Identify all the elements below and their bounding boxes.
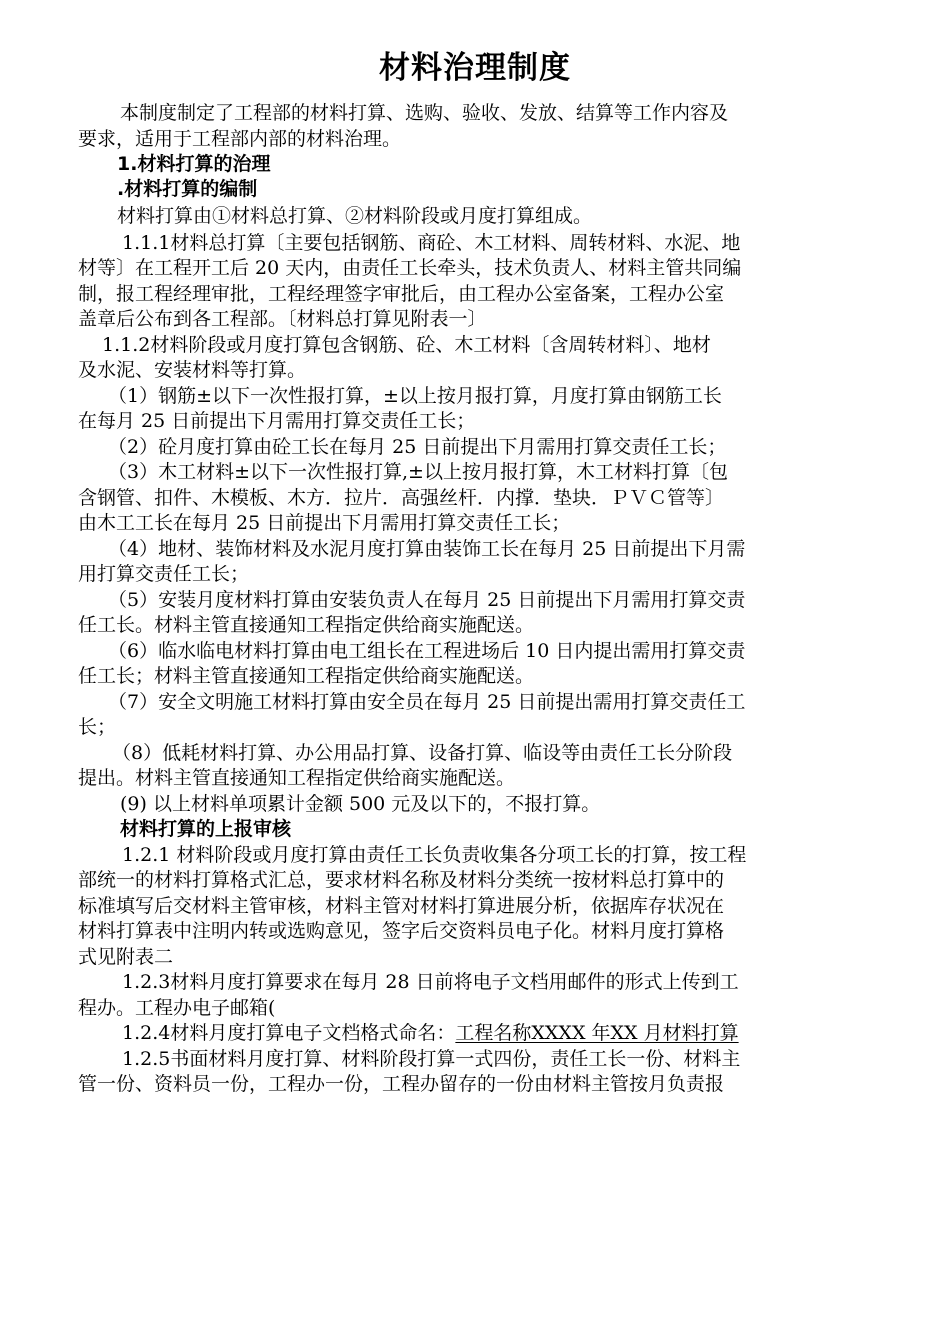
- paragraph-line: 材料打算由①材料总打算、②材料阶段或月度打算组成。: [117, 205, 593, 227]
- paragraph-line: 盖章后公布到各工程部。〔材料总打算见附表一〕: [78, 308, 487, 330]
- list-item: （8）低耗材料打算、办公用品打算、设备打算、临设等由责任工长分阶段: [112, 742, 733, 764]
- paragraph-line: 要求，适用于工程部内部的材料治理。: [78, 128, 402, 150]
- list-item-continuation: 任工长。材料主管直接通知工程指定供给商实施配送。: [78, 614, 535, 636]
- paragraph-line: 制，报工程经理审批，工程经理签字审批后，由工程办公室备案，工程办公室: [78, 283, 725, 305]
- list-item: （7）安全文明施工材料打算由安全员在每月 25 日前提出需用打算交责任工: [108, 691, 746, 713]
- paragraph-line: 本制度制定了工程部的材料打算、选购、验收、发放、结算等工作内容及: [120, 102, 729, 124]
- subsection-heading: .材料打算的编制: [117, 178, 258, 200]
- paragraph-line: 部统一的材料打算格式汇总，要求材料名称及材料分类统一按材料总打算中的: [78, 869, 725, 891]
- paragraph-line: 1.1.1材料总打算〔主要包括钢筋、商砼、木工材料、周转材料、水泥、地: [122, 232, 741, 254]
- paragraph-line: [122, 1021, 739, 1045]
- paragraph-line: 程办。工程办电子邮箱(: [78, 997, 276, 1019]
- paragraph-line: 式见附表二: [78, 946, 174, 968]
- paragraph-line: 1.2.3材料月度打算要求在每月 28 日前将电子文档用邮件的形式上传到工: [122, 971, 739, 993]
- list-item-continuation: 在每月 25 日前提出下月需用打算交责任工长；: [78, 410, 476, 432]
- filename-label: 1.2.4材料月度打算电子文档格式命名：: [122, 1022, 456, 1044]
- list-item: （2）砼月度打算由砼工长在每月 25 日前提出下月需用打算交责任工长；: [108, 436, 727, 458]
- list-item-continuation: 任工长；材料主管直接通知工程指定供给商实施配送。: [78, 665, 535, 687]
- list-item-continuation: 用打算交责任工长；: [78, 563, 250, 585]
- list-item-continuation: 含钢管、扣件、木模板、木方．拉片．高强丝杆．内撑．垫块．ＰＶＣ管等〕: [78, 487, 725, 509]
- list-item: （5）安装月度材料打算由安装负责人在每月 25 日前提出下月需用打算交责: [108, 589, 746, 611]
- list-item: （3）木工材料±以下一次性报打算,±以上按月报打算，木工材料打算〔包: [108, 461, 728, 483]
- page-title: 材料治理制度: [379, 50, 571, 86]
- paragraph-line: 1.2.5书面材料月度打算、材料阶段打算一式四份，责任工长一份、材料主: [122, 1048, 741, 1070]
- subsection-heading: 材料打算的上报审核: [120, 818, 292, 840]
- list-item: （6）临水临电材料打算由电工组长在工程进场后 10 日内提出需用打算交责: [108, 640, 746, 662]
- list-item: （4）地材、装饰材料及水泥月度打算由装饰工长在每月 25 日前提出下月需: [108, 538, 746, 560]
- list-item: （1）钢筋±以下一次性报打算，±以上按月报打算，月度打算由钢筋工长: [108, 385, 722, 407]
- filename-format: 工程名称XXXX 年XX 月材料打算: [455, 1022, 739, 1044]
- section-heading: 1.材料打算的治理: [117, 153, 271, 175]
- paragraph-line: 及水泥、安装材料等打算。: [78, 359, 307, 381]
- paragraph-line: 材料打算表中注明内转或选购意见，签字后交资料员电子化。材料月度打算格: [78, 920, 725, 942]
- list-item: (9) 以上材料单项累计金额 500 元及以下的，不报打算。: [120, 793, 601, 815]
- list-item-continuation: 提出。材料主管直接通知工程指定供给商实施配送。: [78, 767, 516, 789]
- list-item-continuation: 长；: [78, 716, 117, 738]
- paragraph-line: 管一份、资料员一份，工程办一份，工程办留存的一份由材料主管按月负责报: [78, 1073, 725, 1095]
- paragraph-line: 1.1.2材料阶段或月度打算包含钢筋、砼、木工材料〔含周转材料〕、地材: [102, 334, 711, 356]
- paragraph-line: 材等〕在工程开工后 20 天内，由责任工长牵头，技术负责人、材料主管共同编: [78, 257, 742, 279]
- paragraph-line: 标准填写后交材料主管审核，材料主管对材料打算进展分析，依据库存状况在: [78, 895, 725, 917]
- list-item-continuation: 由木工工长在每月 25 日前提出下月需用打算交责任工长；: [78, 512, 571, 534]
- paragraph-line: 1.2.1 材料阶段或月度打算由责任工长负责收集各分项工长的打算，按工程: [122, 844, 747, 866]
